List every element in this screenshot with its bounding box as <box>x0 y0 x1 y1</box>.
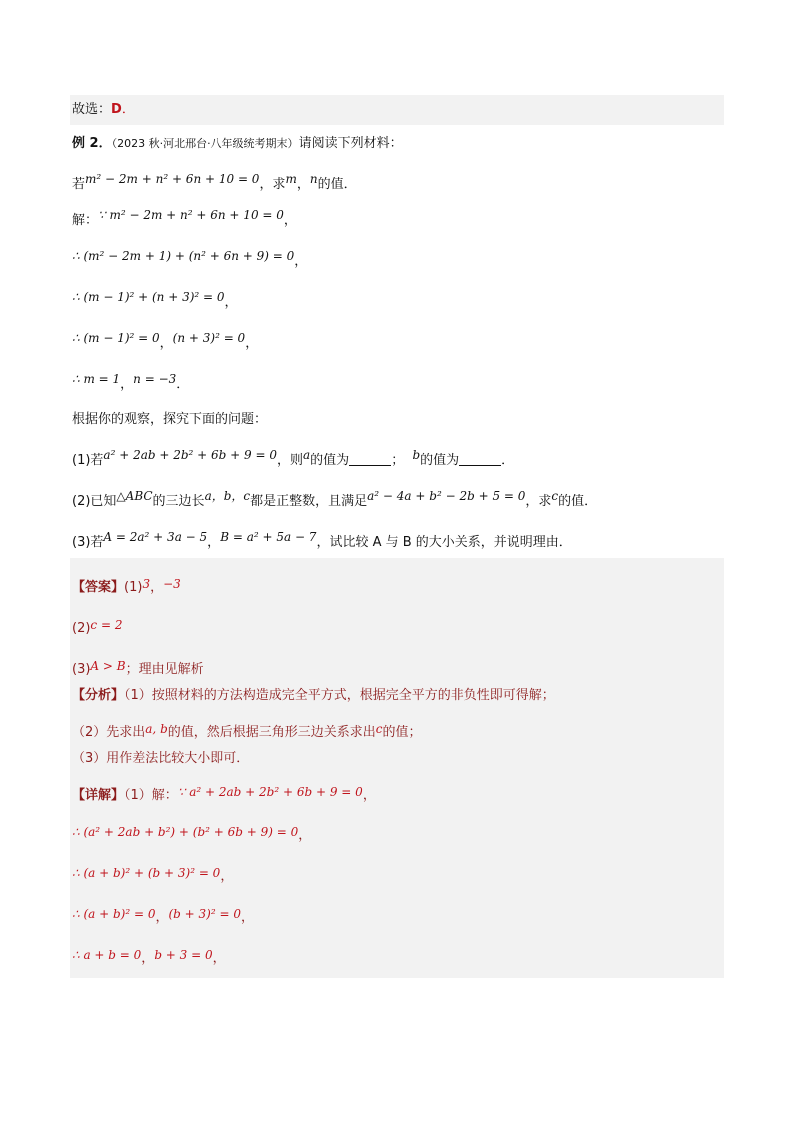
q1-b-text: 的值为 <box>420 453 460 468</box>
q2-number: (2)已知 <box>72 494 117 509</box>
q2-var-c: c <box>551 489 559 503</box>
detail-step-4a: ∴ (a + b)² = 0 <box>72 907 156 921</box>
detail-line-5 <box>70 949 724 968</box>
example-prompt: 请阅读下列材料： <box>298 136 403 151</box>
detail-step-3: ∴ (a + b)² + (b + 3)² = 0 <box>72 866 221 880</box>
comma: ， <box>362 788 376 803</box>
answer-2-number: (2) <box>72 621 91 636</box>
comma: ， <box>155 910 169 925</box>
answer-1-value-2: −3 <box>163 577 181 591</box>
example-label: 例 2． <box>72 136 112 151</box>
solution-step-5a: ∴ m = 1 <box>72 372 121 386</box>
answer-line-2 <box>70 619 724 638</box>
q1-sep: ； <box>391 453 405 468</box>
solution-line-1 <box>70 208 724 230</box>
answer-3-value: A > B <box>90 659 126 673</box>
answer-1-sep: ， <box>150 580 164 595</box>
analysis-point-3: （3）用作差法比较大小即可． <box>72 751 250 766</box>
given-sep: ， <box>296 177 310 192</box>
solution-line-2 <box>70 249 724 271</box>
previous-answer-label: 故选： <box>72 102 112 117</box>
q2-vars: a，b，c <box>204 489 251 503</box>
q2-text-1: 的三边长 <box>152 494 205 509</box>
analysis-line-3 <box>70 750 724 768</box>
given-suffix: 的值． <box>317 177 357 192</box>
analysis-2-mid: 的值，然后根据三角形三边关系求出 <box>167 725 376 740</box>
answer-1-number: (1) <box>124 580 143 595</box>
q1-blank-a <box>349 453 391 466</box>
detail-line-1 <box>70 786 724 805</box>
q3-sep: ， <box>207 535 221 550</box>
explore-text: 根据你的观察，探究下面的问题： <box>72 412 268 427</box>
question-3 <box>70 530 724 552</box>
answer-label: 【答案】 <box>72 580 125 595</box>
example-header <box>70 135 724 153</box>
q2-text-2: 都是正整数，且满足 <box>250 494 368 509</box>
comma: ， <box>240 910 254 925</box>
detail-step-2: ∴ (a² + 2ab + b²) + (b² + 6b + 9) = 0 <box>72 825 299 839</box>
analysis-2-ab: a, b <box>145 722 168 736</box>
solution-step-5b: n = −3 <box>133 372 177 386</box>
comma: ， <box>294 254 308 269</box>
comma: ， <box>245 336 259 351</box>
answer-2-value: c = 2 <box>90 618 123 632</box>
answer-1-value-1: 3 <box>142 577 151 591</box>
comma: ， <box>220 869 234 884</box>
q1-blank-b <box>459 453 501 466</box>
analysis-line-2 <box>70 723 724 742</box>
solution-line-3 <box>70 290 724 312</box>
q2-text-3: ，求 <box>525 494 552 509</box>
comma: ， <box>212 951 226 966</box>
solution-label: 解： <box>72 213 99 228</box>
solution-step-3: ∴ (m − 1)² + (n + 3)² = 0 <box>72 290 225 304</box>
q1-a-text: 的值为 <box>310 453 350 468</box>
detail-line-2 <box>70 826 724 845</box>
given-equation: m² − 2m + n² + 6n + 10 = 0 <box>85 172 260 186</box>
detail-step-5a: ∴ a + b = 0 <box>72 948 142 962</box>
period: ． <box>176 377 190 392</box>
analysis-label: 【分析】 <box>72 688 125 703</box>
answer-line-1 <box>70 578 724 597</box>
detail-label: 【详解】 <box>72 788 125 803</box>
detail-step-1: ∵ a² + 2ab + 2b² + 6b + 9 = 0 <box>177 785 363 799</box>
analysis-2-end: 的值； <box>382 725 422 740</box>
comma: ， <box>224 295 238 310</box>
document-page <box>70 95 724 978</box>
analysis-2-pre: （2）先求出 <box>72 725 146 740</box>
given-n: n <box>309 172 318 186</box>
solution-step-2: ∴ (m² − 2m + 1) + (n² + 6n + 9) = 0 <box>72 249 295 263</box>
detail-step-4b: (b + 3)² = 0 <box>168 907 241 921</box>
detail-line-3 <box>70 867 724 886</box>
q3-equation-a: A = 2a² + 3a − 5 <box>103 530 208 544</box>
q2-triangle: △ABC <box>116 489 153 503</box>
given-m: m <box>285 172 297 186</box>
comma: ， <box>141 951 155 966</box>
given-mid: ，求 <box>259 177 286 192</box>
comma: ， <box>120 377 134 392</box>
detail-pre: （1）解： <box>124 788 178 803</box>
analysis-line-1 <box>70 687 724 705</box>
example-source: （2023 秋·河北邢台·八年级统考期末） <box>111 137 299 150</box>
comma: ， <box>298 828 312 843</box>
given-line <box>70 172 724 194</box>
previous-answer-value: D <box>111 102 122 117</box>
q3-equation-b: B = a² + 5a − 7 <box>220 530 317 544</box>
given-prefix: 若 <box>72 177 86 192</box>
solution-step-4a: ∴ (m − 1)² = 0 <box>72 331 160 345</box>
answer-3-text: ；理由见解析 <box>125 662 204 677</box>
previous-answer-line <box>70 95 724 125</box>
q3-number: (3)若 <box>72 535 104 550</box>
q2-equation: a² − 4a + b² − 2b + 5 = 0 <box>367 489 526 503</box>
comma: ， <box>283 213 297 228</box>
analysis-point-1: （1）按照材料的方法构造成完全平方式，根据完全平方的非负性即可得解； <box>124 688 555 703</box>
answer-section <box>70 558 724 978</box>
q3-text: ，试比较 A 与 B 的大小关系，并说明理由． <box>316 535 572 550</box>
q1-var-b: b <box>412 448 421 462</box>
detail-line-4 <box>70 908 724 927</box>
q1-mid: ，则 <box>277 453 304 468</box>
solution-line-5 <box>70 372 724 394</box>
solution-step-4b: (n + 3)² = 0 <box>172 331 246 345</box>
answer-line-3 <box>70 660 724 679</box>
q1-var-a: a <box>303 448 311 462</box>
answer-3-number: (3) <box>72 662 91 677</box>
q2-end: 的值． <box>558 494 598 509</box>
q1-end: ． <box>501 453 515 468</box>
question-1 <box>70 448 724 470</box>
solution-line-4 <box>70 331 724 353</box>
q1-number: (1)若 <box>72 453 104 468</box>
comma: ， <box>159 336 173 351</box>
question-2 <box>70 489 724 511</box>
analysis-2-c: c <box>375 722 383 736</box>
q1-equation: a² + 2ab + 2b² + 6b + 9 = 0 <box>103 448 277 462</box>
previous-answer-end: ． <box>121 102 135 117</box>
solution-step-1: ∵ m² − 2m + n² + 6n + 10 = 0 <box>98 208 284 222</box>
detail-step-5b: b + 3 = 0 <box>154 948 213 962</box>
explore-line <box>70 411 724 429</box>
